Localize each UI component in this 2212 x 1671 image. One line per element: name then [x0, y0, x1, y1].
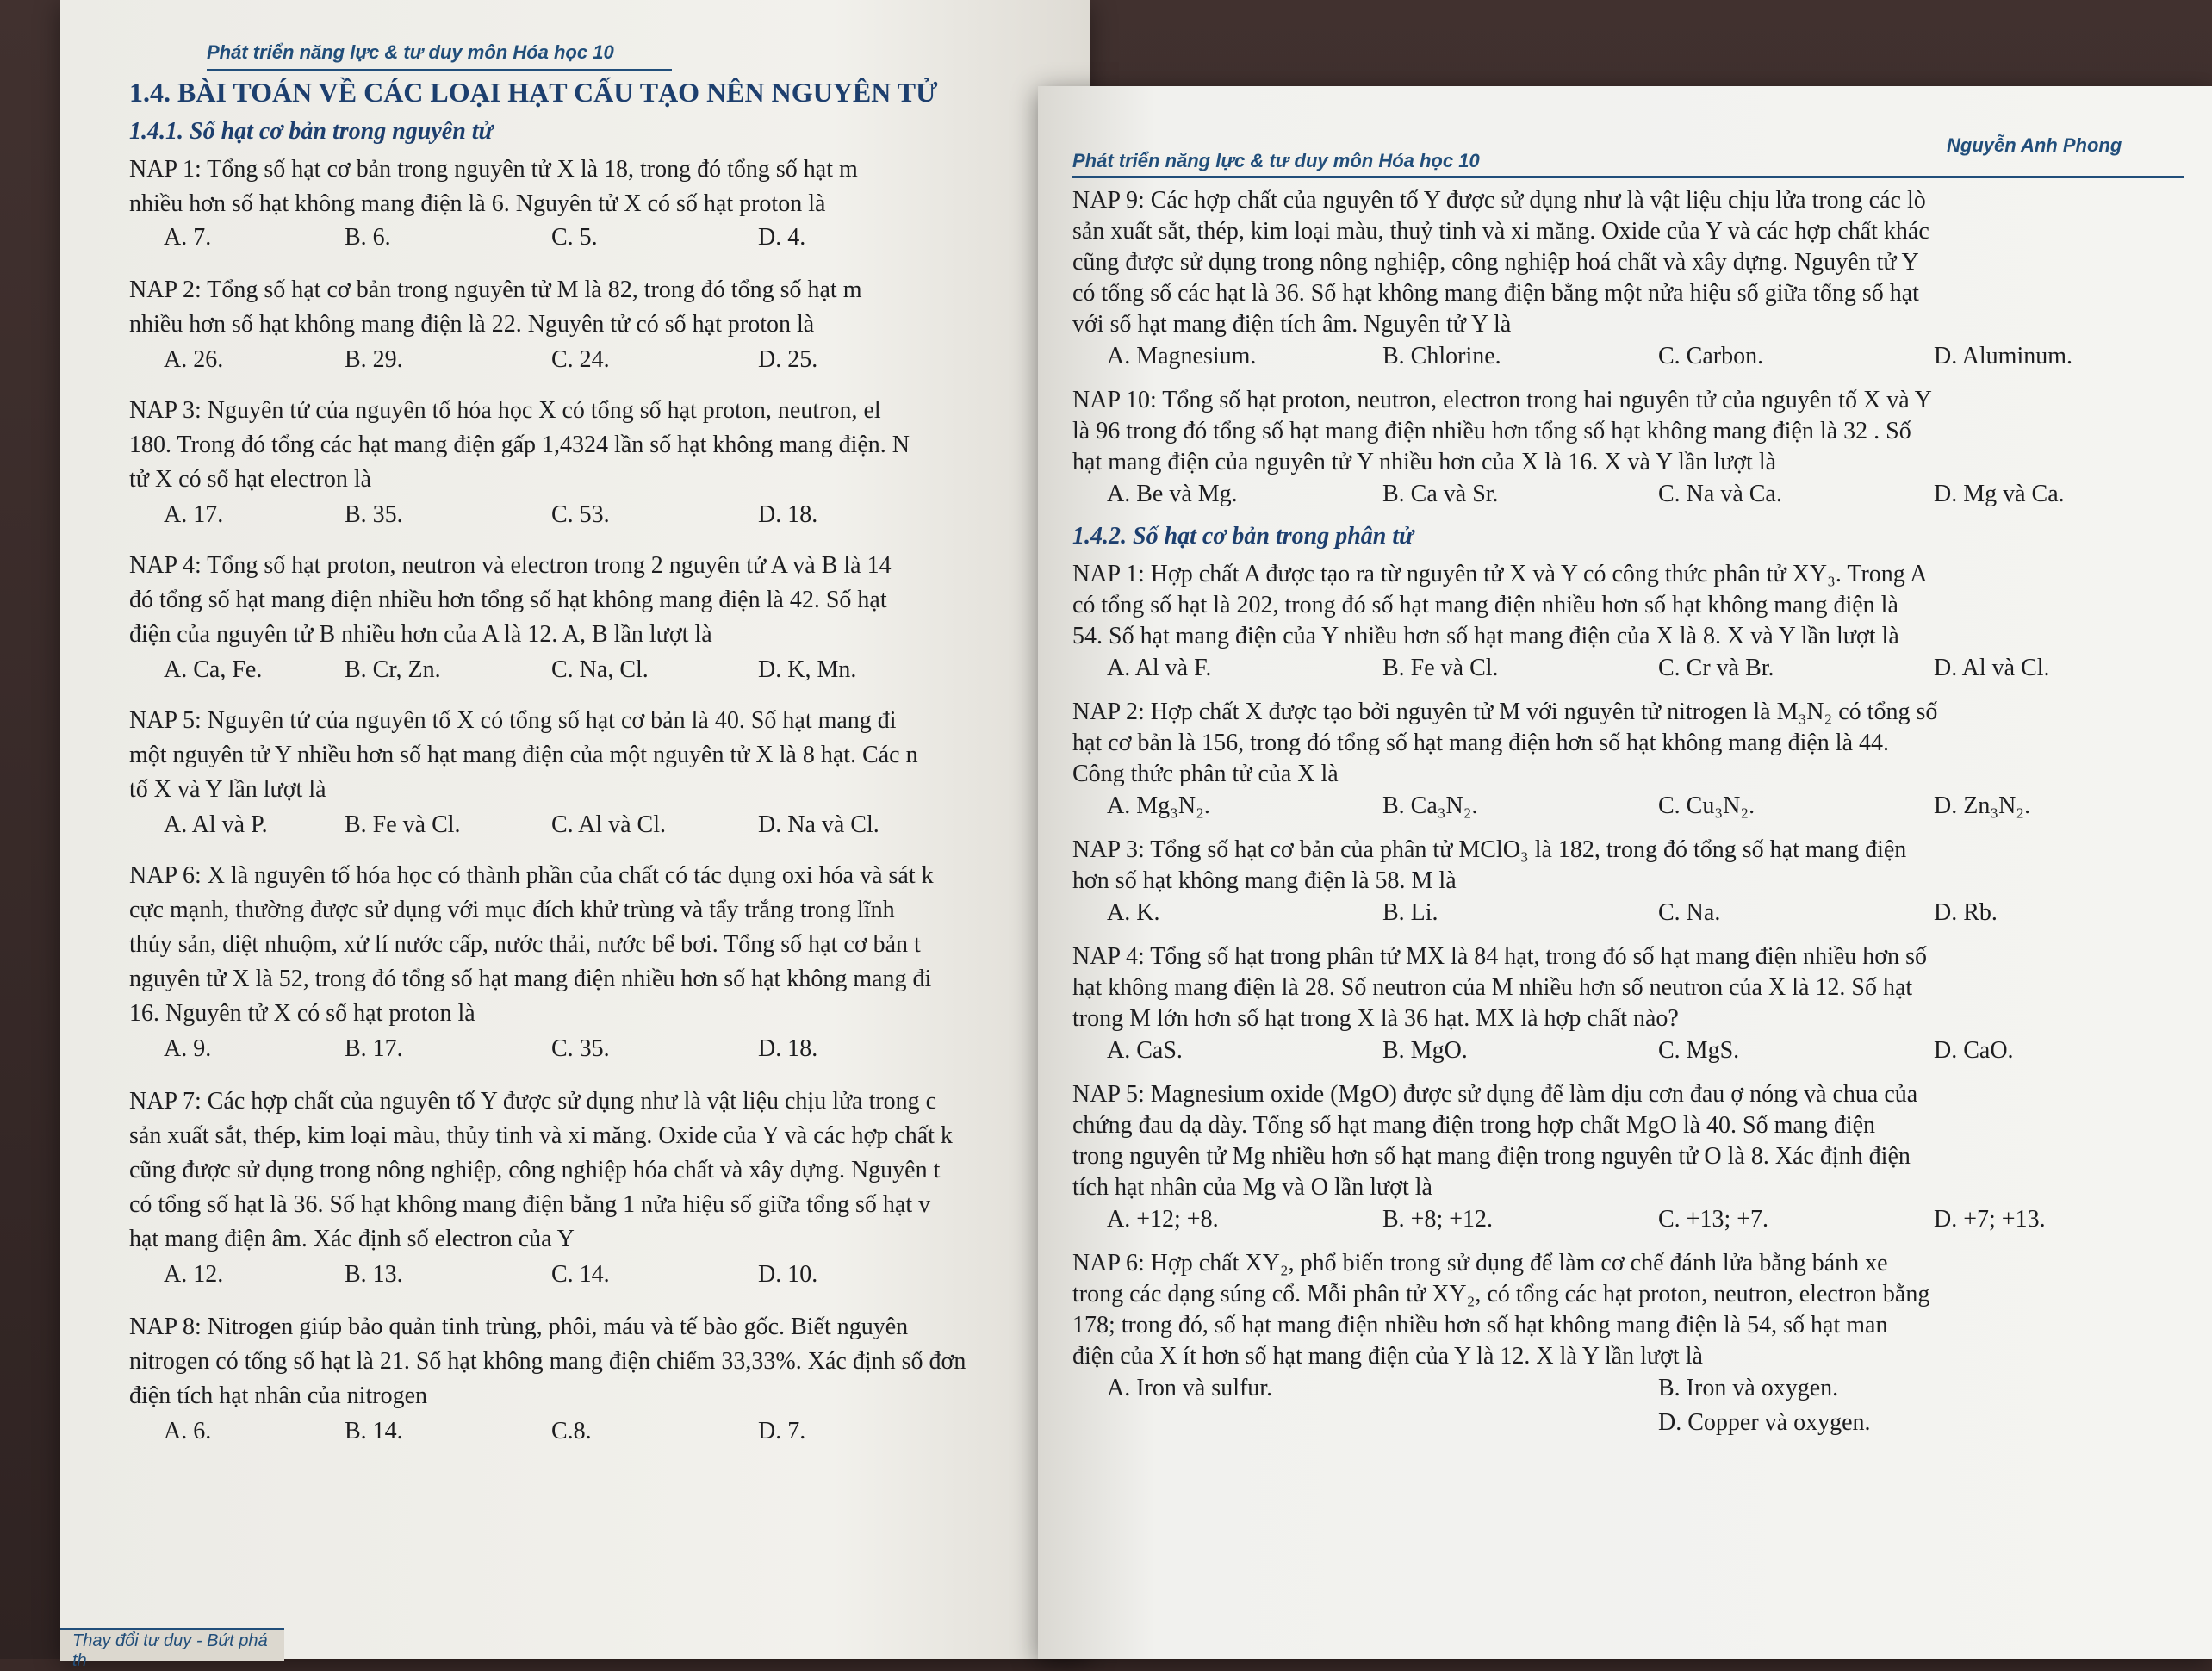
q3-option-a[interactable]: A. 17.: [164, 501, 224, 528]
p3-option-d[interactable]: D. Rb.: [1934, 899, 1998, 926]
p6-option-b[interactable]: B. Iron và oxygen.: [1658, 1375, 1839, 1401]
q5-option-d[interactable]: D. Na và Cl.: [758, 811, 879, 838]
q8-option-c[interactable]: C.8.: [551, 1418, 592, 1444]
q7-option-b[interactable]: B. 13.: [345, 1261, 403, 1288]
molecule-question-1-line-1: NAP 1: Hợp chất A được tạo ra từ nguyên tử X và Y có công thức phân tử XY₃. Trong A: [1072, 561, 1928, 587]
p2-option-c[interactable]: C. Cu₃N₂.: [1658, 792, 1755, 819]
author-name: Nguyễn Anh Phong: [1947, 134, 2122, 156]
molecule-question-2-line-2: hạt cơ bản là 156, trong đó tổng số hạt mang điện hơn số hạt không mang điện là 44.: [1072, 730, 1890, 756]
q1-option-a[interactable]: A. 7.: [164, 224, 212, 251]
q3-option-d[interactable]: D. 18.: [758, 501, 818, 528]
question-7-line-1: NAP 7: Các hợp chất của nguyên tố Y được sử dụng như là vật liệu chịu lửa trong c: [129, 1088, 937, 1115]
molecule-question-3-line-1: NAP 3: Tổng số hạt cơ bản của phân tử MClO₃ là 182, trong đó tổng số hạt mang điện: [1072, 836, 1907, 863]
p5-option-c[interactable]: C. +13; +7.: [1658, 1206, 1769, 1233]
question-6-line-1: NAP 6: X là nguyên tố hóa học có thành phần của chất có tác dụng oxi hóa và sát k: [129, 862, 934, 889]
question-9-line-3: cũng được sử dụng trong nông nghiệp, công nghiệp hoá chất và xây dựng. Nguyên tử Y: [1072, 249, 1919, 276]
p5-option-d[interactable]: D. +7; +13.: [1934, 1206, 2046, 1233]
q10-option-a[interactable]: A. Be và Mg.: [1107, 481, 1238, 507]
q4-option-d[interactable]: D. K, Mn.: [758, 656, 857, 683]
q1-option-b[interactable]: B. 6.: [345, 224, 391, 251]
question-1-line-2: nhiều hơn số hạt không mang điện là 6. Nguyên tử X có số hạt proton là: [129, 190, 826, 217]
p1-option-b[interactable]: B. Fe và Cl.: [1382, 655, 1499, 681]
q8-option-b[interactable]: B. 14.: [345, 1418, 403, 1444]
right-page: [1038, 86, 2212, 1659]
question-7-line-3: cũng được sử dụng trong nông nghiệp, công nghiệp hóa chất và xây dựng. Nguyên t: [129, 1157, 941, 1183]
q9-option-a[interactable]: A. Magnesium.: [1107, 343, 1257, 370]
question-6-line-4: nguyên tử X là 52, trong đó tổng số hạt mang điện nhiều hơn số hạt không mang đi: [129, 966, 932, 992]
q1-option-d[interactable]: D. 4.: [758, 224, 806, 251]
footer-tab: [60, 1628, 284, 1670]
molecule-question-6-line-3: 178; trong đó, số hạt mang điện nhiều hơn số hạt không mang điện là 54, số hạt man: [1072, 1312, 1888, 1339]
p4-option-b[interactable]: B. MgO.: [1382, 1037, 1468, 1064]
q9-option-d[interactable]: D. Aluminum.: [1934, 343, 2073, 370]
question-6-line-3: thủy sản, diệt nhuộm, xử lí nước cấp, nước thải, nước bể bơi. Tổng số hạt cơ bản t: [129, 931, 921, 958]
molecule-question-6-line-2: trong các dạng súng cổ. Mỗi phân tử XY₂, có tổng các hạt proton, neutron, electron bằng: [1072, 1281, 1930, 1308]
p2-option-b[interactable]: B. Ca₃N₂.: [1382, 792, 1478, 819]
q2-option-c[interactable]: C. 24.: [551, 346, 610, 373]
molecule-question-1-line-2: có tổng số hạt là 202, trong đó số hạt mang điện nhiều hơn số hạt không mang điện là: [1072, 592, 1898, 618]
q1-option-c[interactable]: C. 5.: [551, 224, 598, 251]
q7-option-a[interactable]: A. 12.: [164, 1261, 224, 1288]
molecule-question-4-line-2: hạt không mang điện là 28. Số neutron của M nhiều hơn số neutron của X là 12. Số hạt: [1072, 974, 1913, 1001]
q9-option-b[interactable]: B. Chlorine.: [1382, 343, 1501, 370]
p1-option-c[interactable]: C. Cr và Br.: [1658, 655, 1774, 681]
question-2-line-2: nhiều hơn số hạt không mang điện là 22. Nguyên tử có số hạt proton là: [129, 311, 815, 338]
question-4-line-2: đó tổng số hạt mang điện nhiều hơn tổng số hạt không mang điện là 42. Số hạt: [129, 587, 887, 613]
question-2-line-1: NAP 2: Tổng số hạt cơ bản trong nguyên tử M là 82, trong đó tổng số hạt m: [129, 276, 862, 303]
footer-text: Thay đổi tư duy - Bứt phá th: [72, 1631, 268, 1670]
p6-option-d[interactable]: D. Copper và oxygen.: [1658, 1409, 1871, 1436]
question-6-line-5: 16. Nguyên tử X có số hạt proton là: [129, 1000, 475, 1027]
q5-option-c[interactable]: C. Al và Cl.: [551, 811, 667, 838]
q5-option-a[interactable]: A. Al và P.: [164, 811, 268, 838]
q4-option-b[interactable]: B. Cr, Zn.: [345, 656, 441, 683]
running-head: Phát triển năng lực & tư duy môn Hóa học 10: [207, 41, 614, 63]
question-7-line-5: hạt mang điện âm. Xác định số electron của Y: [129, 1226, 575, 1252]
section-title: 1.4. BÀI TOÁN VỀ CÁC LOẠI HẠT CẤU TẠO NÊN NGUYÊN TỬ: [129, 77, 938, 108]
molecule-question-2-line-3: Công thức phân tử của X là: [1072, 761, 1339, 787]
q6-option-d[interactable]: D. 18.: [758, 1035, 818, 1062]
question-1-line-1: NAP 1: Tổng số hạt cơ bản trong nguyên tử X là 18, trong đó tổng số hạt m: [129, 156, 858, 183]
question-4-line-3: điện của nguyên tử B nhiều hơn của A là 12. A, B lần lượt là: [129, 621, 712, 648]
q10-option-d[interactable]: D. Mg và Ca.: [1934, 481, 2065, 507]
molecule-question-5-line-4: tích hạt nhân của Mg và O lần lượt là: [1072, 1174, 1432, 1201]
question-9-line-4: có tổng số các hạt là 36. Số hạt không mang điện bằng một nửa hiệu số giữa tổng số hạt: [1072, 280, 1919, 307]
question-10-line-3: hạt mang điện của nguyên tử Y nhiều hơn của X là 16. X và Y lần lượt là: [1072, 449, 1777, 475]
molecule-question-1-line-3: 54. Số hạt mang điện của Y nhiều hơn số hạt mang điện của X là 8. X và Y lần lượt là: [1072, 623, 1899, 649]
p4-option-c[interactable]: C. MgS.: [1658, 1037, 1740, 1064]
q6-option-c[interactable]: C. 35.: [551, 1035, 610, 1062]
question-3-line-3: tử X có số hạt electron là: [129, 466, 372, 493]
molecule-question-4-line-1: NAP 4: Tổng số hạt trong phân tử MX là 84 hạt, trong đó số hạt mang điện nhiều hơn số: [1072, 943, 1928, 970]
molecule-question-5-line-1: NAP 5: Magnesium oxide (MgO) được sử dụng để làm dịu cơn đau ợ nóng và chua của: [1072, 1081, 1918, 1108]
p6-option-a[interactable]: A. Iron và sulfur.: [1107, 1375, 1273, 1401]
question-10-line-2: là 96 trong đó tổng số hạt mang điện nhiều hơn tổng số hạt không mang điện là 32 . Số: [1072, 418, 1911, 444]
question-9-line-1: NAP 9: Các hợp chất của nguyên tố Y được sử dụng như là vật liệu chịu lửa trong các lò: [1072, 187, 1926, 214]
p3-option-c[interactable]: C. Na.: [1658, 899, 1721, 926]
question-5-line-1: NAP 5: Nguyên tử của nguyên tố X có tổng số hạt cơ bản là 40. Số hạt mang đi: [129, 707, 897, 734]
subsection-title-2: 1.4.2. Số hạt cơ bản trong phân tử: [1072, 523, 1414, 550]
question-6-line-2: cực mạnh, thường được sử dụng với mục đích khử trùng và tẩy trắng trong lĩnh: [129, 897, 895, 923]
question-9-line-5: với số hạt mang điện tích âm. Nguyên tử Y là: [1072, 311, 1512, 338]
q10-option-c[interactable]: C. Na và Ca.: [1658, 481, 1782, 507]
q2-option-a[interactable]: A. 26.: [164, 346, 224, 373]
left-page: [60, 0, 1090, 1670]
question-5-line-2: một nguyên tử Y nhiều hơn số hạt mang điện của một nguyên tử X là 8 hạt. Các n: [129, 742, 918, 768]
q3-option-c[interactable]: C. 53.: [551, 501, 610, 528]
q6-option-b[interactable]: B. 17.: [345, 1035, 403, 1062]
molecule-question-2-line-1: NAP 2: Hợp chất X được tạo bởi nguyên tử M với nguyên tử nitrogen là M₃N₂ có tổng số: [1072, 699, 1938, 725]
q7-option-d[interactable]: D. 10.: [758, 1261, 818, 1288]
q3-option-b[interactable]: B. 35.: [345, 501, 403, 528]
q5-option-b[interactable]: B. Fe và Cl.: [345, 811, 461, 838]
q10-option-b[interactable]: B. Ca và Sr.: [1382, 481, 1499, 507]
p1-option-d[interactable]: D. Al và Cl.: [1934, 655, 2050, 681]
p3-option-a[interactable]: A. K.: [1107, 899, 1160, 926]
p2-option-d[interactable]: D. Zn₃N₂.: [1934, 792, 2031, 819]
question-4-line-1: NAP 4: Tổng số hạt proton, neutron và electron trong 2 nguyên tử A và B là 14: [129, 552, 892, 579]
molecule-question-6-line-4: điện của X ít hơn số hạt mang điện của Y là 12. X là Y lần lượt là: [1072, 1343, 1703, 1370]
q6-option-a[interactable]: A. 9.: [164, 1035, 212, 1062]
p2-option-a[interactable]: A. Mg₃N₂.: [1107, 792, 1210, 819]
q8-option-d[interactable]: D. 7.: [758, 1418, 806, 1444]
q8-option-a[interactable]: A. 6.: [164, 1418, 212, 1444]
molecule-question-5-line-3: trong nguyên tử Mg nhiều hơn số hạt mang điện trong nguyên tử O là 8. Xác định điện: [1072, 1143, 1911, 1170]
question-7-line-4: có tổng số hạt là 36. Số hạt không mang điện bằng 1 nửa hiệu số giữa tổng số hạt v: [129, 1191, 931, 1218]
molecule-question-3-line-2: hơn số hạt không mang điện là 58. M là: [1072, 867, 1457, 894]
p5-option-b[interactable]: B. +8; +12.: [1382, 1206, 1494, 1233]
question-3-line-2: 180. Trong đó tổng các hạt mang điện gấp 1,4324 lần số hạt không mang điện. N: [129, 432, 910, 458]
subsection-title: 1.4.1. Số hạt cơ bản trong nguyên tử: [129, 118, 494, 145]
q2-option-b[interactable]: B. 29.: [345, 346, 403, 373]
question-8-line-3: điện tích hạt nhân của nitrogen: [129, 1382, 427, 1409]
q4-option-a[interactable]: A. Ca, Fe.: [164, 656, 263, 683]
question-10-line-1: NAP 10: Tổng số hạt proton, neutron, electron trong hai nguyên tử của nguyên tố X và Y: [1072, 387, 1932, 413]
p4-option-d[interactable]: D. CaO.: [1934, 1037, 2014, 1064]
molecule-question-6-line-1: NAP 6: Hợp chất XY₂, phổ biến trong sử dụng để làm cơ chế đánh lửa bằng bánh xe: [1072, 1250, 1888, 1277]
q9-option-c[interactable]: C. Carbon.: [1658, 343, 1764, 370]
p4-option-a[interactable]: A. CaS.: [1107, 1037, 1183, 1064]
p1-option-a[interactable]: A. Al và F.: [1107, 655, 1212, 681]
q2-option-d[interactable]: D. 25.: [758, 346, 818, 373]
molecule-question-5-line-2: chứng đau dạ dày. Tổng số hạt mang điện trong hợp chất MgO là 40. Số mang điện: [1072, 1112, 1876, 1139]
question-8-line-2: nitrogen có tổng số hạt là 21. Số hạt không mang điện chiếm 33,33%. Xác định số đơn: [129, 1348, 966, 1375]
question-9-line-2: sản xuất sắt, thép, kim loại màu, thuỷ tinh và xi măng. Oxide của Y và các hợp chất khác: [1072, 218, 1929, 245]
p5-option-a[interactable]: A. +12; +8.: [1107, 1206, 1219, 1233]
p3-option-b[interactable]: B. Li.: [1382, 899, 1438, 926]
question-8-line-1: NAP 8: Nitrogen giúp bảo quản tinh trùng, phôi, máu và tế bào gốc. Biết nguyên: [129, 1314, 909, 1340]
question-3-line-1: NAP 3: Nguyên tử của nguyên tố hóa học X có tổng số hạt proton, neutron, el: [129, 397, 881, 424]
header-rule: [207, 69, 672, 71]
header-rule-right: [1072, 176, 2184, 178]
question-7-line-2: sản xuất sắt, thép, kim loại màu, thủy tinh và xi măng. Oxide của Y và các hợp chất k: [129, 1122, 953, 1149]
question-5-line-3: tố X và Y lần lượt là: [129, 776, 326, 803]
running-head-right: Phát triển năng lực & tư duy môn Hóa học 10: [1072, 150, 1480, 171]
molecule-question-4-line-3: trong M lớn hơn số hạt trong X là 36 hạt. MX là hợp chất nào?: [1072, 1005, 1679, 1032]
q7-option-c[interactable]: C. 14.: [551, 1261, 610, 1288]
q4-option-c[interactable]: C. Na, Cl.: [551, 656, 649, 683]
